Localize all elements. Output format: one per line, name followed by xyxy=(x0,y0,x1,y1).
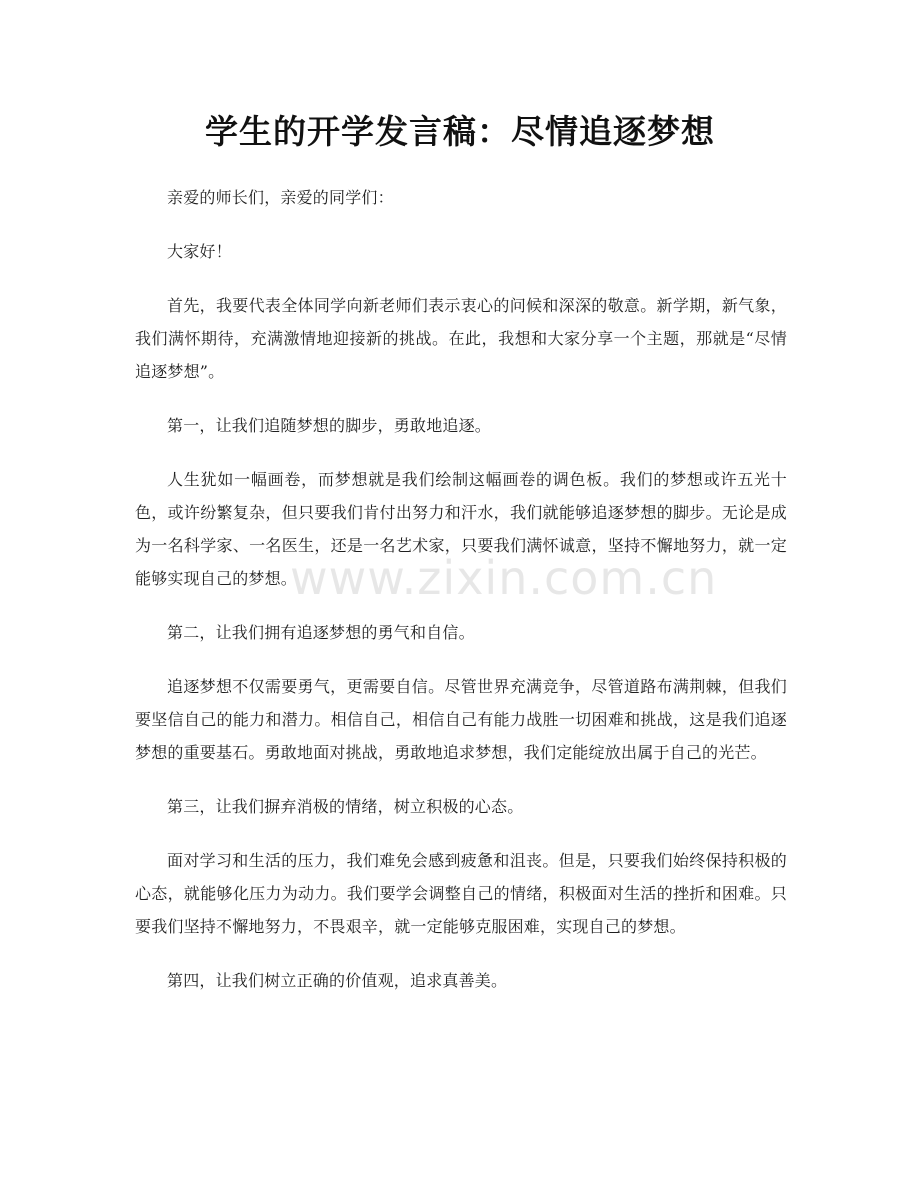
point-heading-1: 第一，让我们追随梦想的脚步，勇敢地追逐。 xyxy=(167,416,492,435)
document-title: 学生的开学发言稿：尽情追逐梦想 xyxy=(205,112,715,151)
point-heading-3: 第三，让我们摒弃消极的情绪，树立积极的心态。 xyxy=(167,797,524,816)
point-heading-2: 第二，让我们拥有追逐梦想的勇气和自信。 xyxy=(167,623,475,642)
point-heading-4: 第四，让我们树立正确的价值观，追求真善美。 xyxy=(167,971,508,990)
paragraph-point-1: 人生犹如一幅画卷，而梦想就是我们绘制这幅画卷的调色板。我们的梦想或许五光十色，或许纷繁复杂，但只要我们肯付出努力和汗水，我们就能够追逐梦想的脚步。无论是成为一名科学家、一名医生，还是一名艺术家，只要我们满怀诚意，坚持不懈地努力，就一定能够实现自己的梦想。 xyxy=(135,470,787,588)
paragraph-intro: 首先，我要代表全体同学向新老师们表示衷心的问候和深深的敬意。新学期，新气象，我们满怀期待，充满激情地迎接新的挑战。在此，我想和大家分享一个主题，那就是“尽情追逐梦想”。 xyxy=(135,296,787,381)
greeting: 大家好！ xyxy=(167,242,232,261)
paragraph-point-2: 追逐梦想不仅需要勇气，更需要自信。尽管世界充满竞争，尽管道路布满荆棘，但我们要坚信自己的能力和潜力。相信自己，相信自己有能力战胜一切困难和挑战，这是我们追逐梦想的重要基石。勇敢地面对挑战，勇敢地追求梦想，我们定能绽放出属于自己的光芒。 xyxy=(135,677,787,762)
watermark: www.zixin.com.cn xyxy=(290,551,718,605)
salutation: 亲爱的师长们，亲爱的同学们： xyxy=(167,188,394,207)
document-body xyxy=(135,181,787,1018)
paragraph-point-3: 面对学习和生活的压力，我们难免会感到疲惫和沮丧。但是，只要我们始终保持积极的心态，就能够化压力为动力。我们要学会调整自己的情绪，积极面对生活的挫折和困难。只要我们坚持不懈地努力，不畏艰辛，就一定能够克服困难，实现自己的梦想。 xyxy=(135,851,787,936)
